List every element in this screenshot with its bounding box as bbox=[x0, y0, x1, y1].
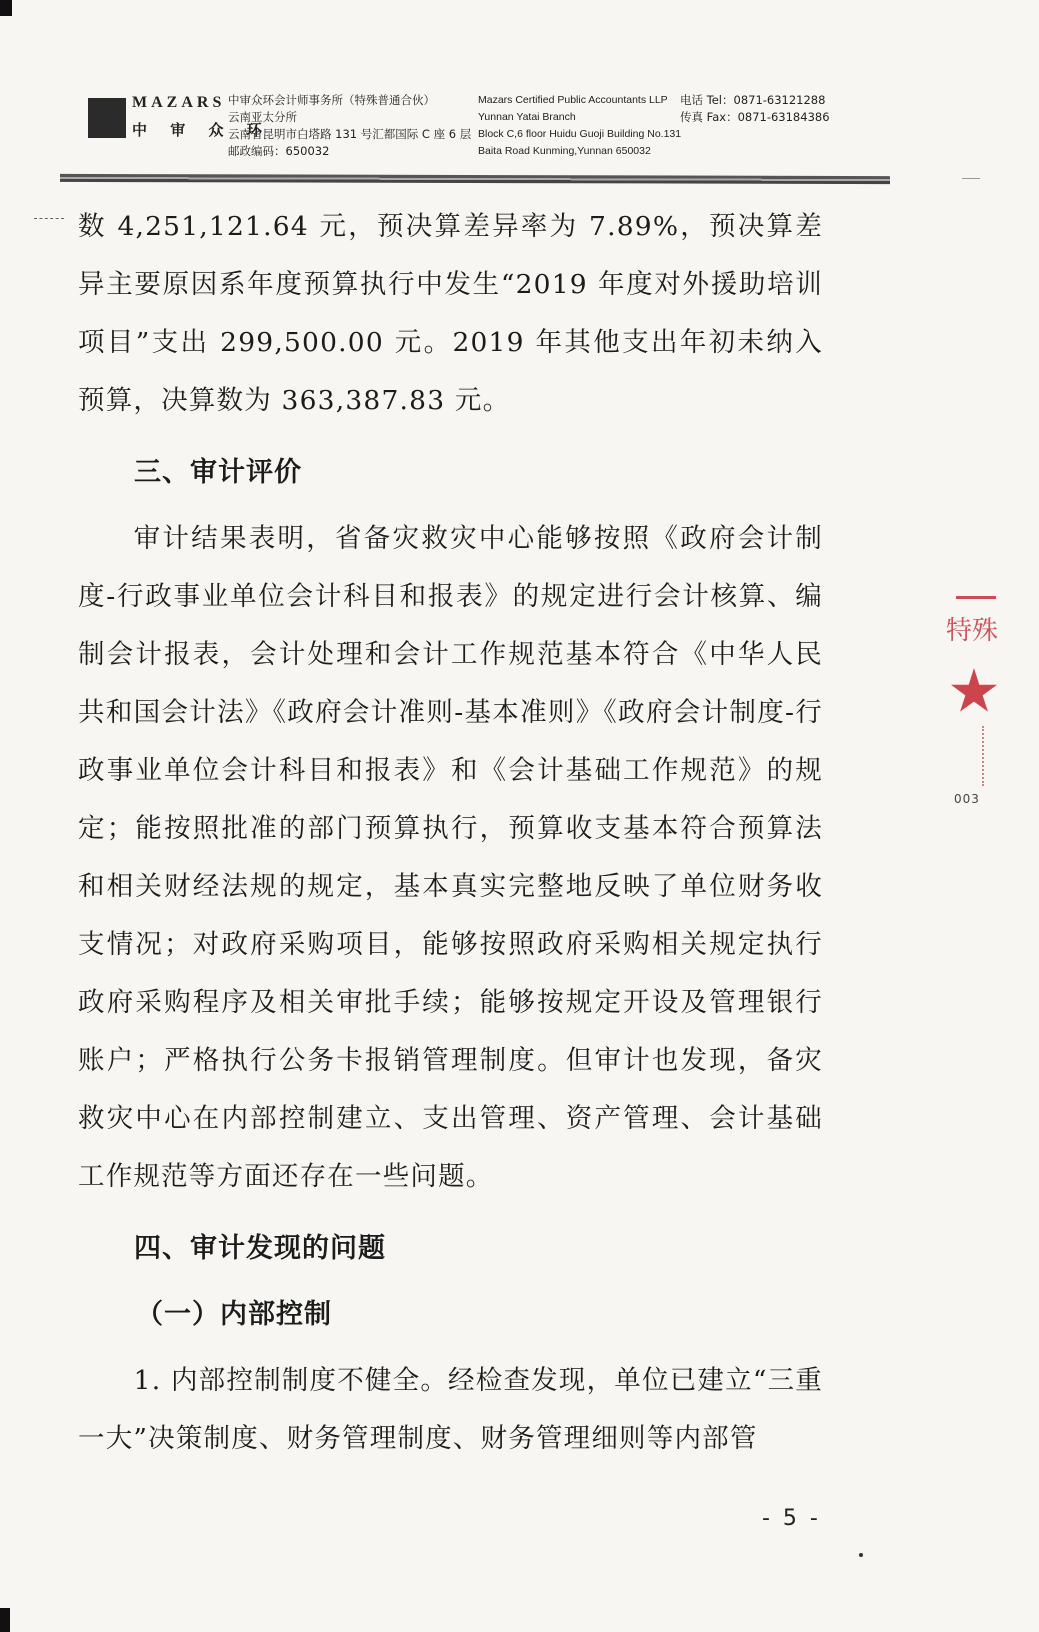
letterhead-chinese-address: 中审众环会计师事务所（特殊普通合伙） 云南亚太分所 云南省昆明市白塔路 131 号汇都国际 C 座 6 层 邮政编码：650032 bbox=[228, 93, 472, 158]
margin-mark bbox=[34, 218, 64, 220]
scan-edge-mark bbox=[0, 1608, 10, 1632]
margin-mark bbox=[962, 178, 980, 179]
official-seal bbox=[946, 596, 1006, 826]
letterhead bbox=[88, 92, 858, 164]
brand-english: MAZARS bbox=[132, 94, 226, 111]
page-number: - 5 - bbox=[762, 1506, 821, 1531]
letterhead-english-address: Mazars Certified Public Accountants LLP Yunnan Yatai Branch Block C,6 floor Huidu Guoji Building No.131 Baita Road Kunming,Yunnan 650032 bbox=[478, 94, 682, 157]
telephone: 电话 Tel：0871-63121288 bbox=[680, 93, 826, 107]
brand-chinese: 中 审 众 环 bbox=[132, 121, 271, 139]
seal-number: 003 bbox=[954, 792, 980, 806]
scan-edge-mark bbox=[0, 0, 12, 16]
subsection-heading-internal-control: （一）内部控制 bbox=[136, 1299, 332, 1330]
section-heading-audit-evaluation: 三、审计评价 bbox=[134, 457, 302, 488]
letterhead-divider bbox=[60, 174, 890, 184]
finding-item-1-paragraph: 1. 内部控制制度不健全。经检查发现，单位已建立“三重一大”决策制度、财务管理制度、财务管理细则等内部管 bbox=[78, 1365, 823, 1454]
scan-speck bbox=[859, 1553, 863, 1557]
section-heading-audit-findings: 四、审计发现的问题 bbox=[134, 1233, 386, 1264]
document-body bbox=[78, 198, 823, 1468]
seal-text: 特殊 bbox=[946, 616, 999, 646]
letterhead-contact bbox=[680, 92, 830, 126]
firm-logo-icon bbox=[88, 98, 126, 138]
seal-star-icon bbox=[950, 668, 998, 716]
continued-paragraph: 数 4,251,121.64 元，预决算差异率为 7.89%，预决算差异主要原因系年度预算执行中发生“2019 年度对外援助培训项目”支出 299,500.00 元。2019 年其他支出年初未纳入预算，决算数为 363,387.83 元。 bbox=[78, 211, 823, 416]
audit-evaluation-paragraph: 审计结果表明，省备灾救灾中心能够按照《政府会计制度-行政事业单位会计科目和报表》的规定进行会计核算、编制会计报表，会计处理和会计工作规范基本符合《中华人民共和国会计法》《政府会计准则-基本准则》《政府会计制度-行政事业单位会计科目和报表》和《会计基础工作规范》的规定；能按照批准的部门预算执行，预算收支基本符合预算法和相关财经法规的规定，基本真实完整地反映了单位财务收支情况；对政府采购项目，能够按照政府采购相关规定执行政府采购程序及相关审批手续；能够按规定开设及管理银行账户；严格执行公务卡报销管理制度。但审计也发现，备灾救灾中心在内部控制建立、支出管理、资产管理、会计基础工作规范等方面还存在一些问题。 bbox=[78, 523, 823, 1192]
fax: 传真 Fax：0871-63184386 bbox=[680, 110, 830, 124]
